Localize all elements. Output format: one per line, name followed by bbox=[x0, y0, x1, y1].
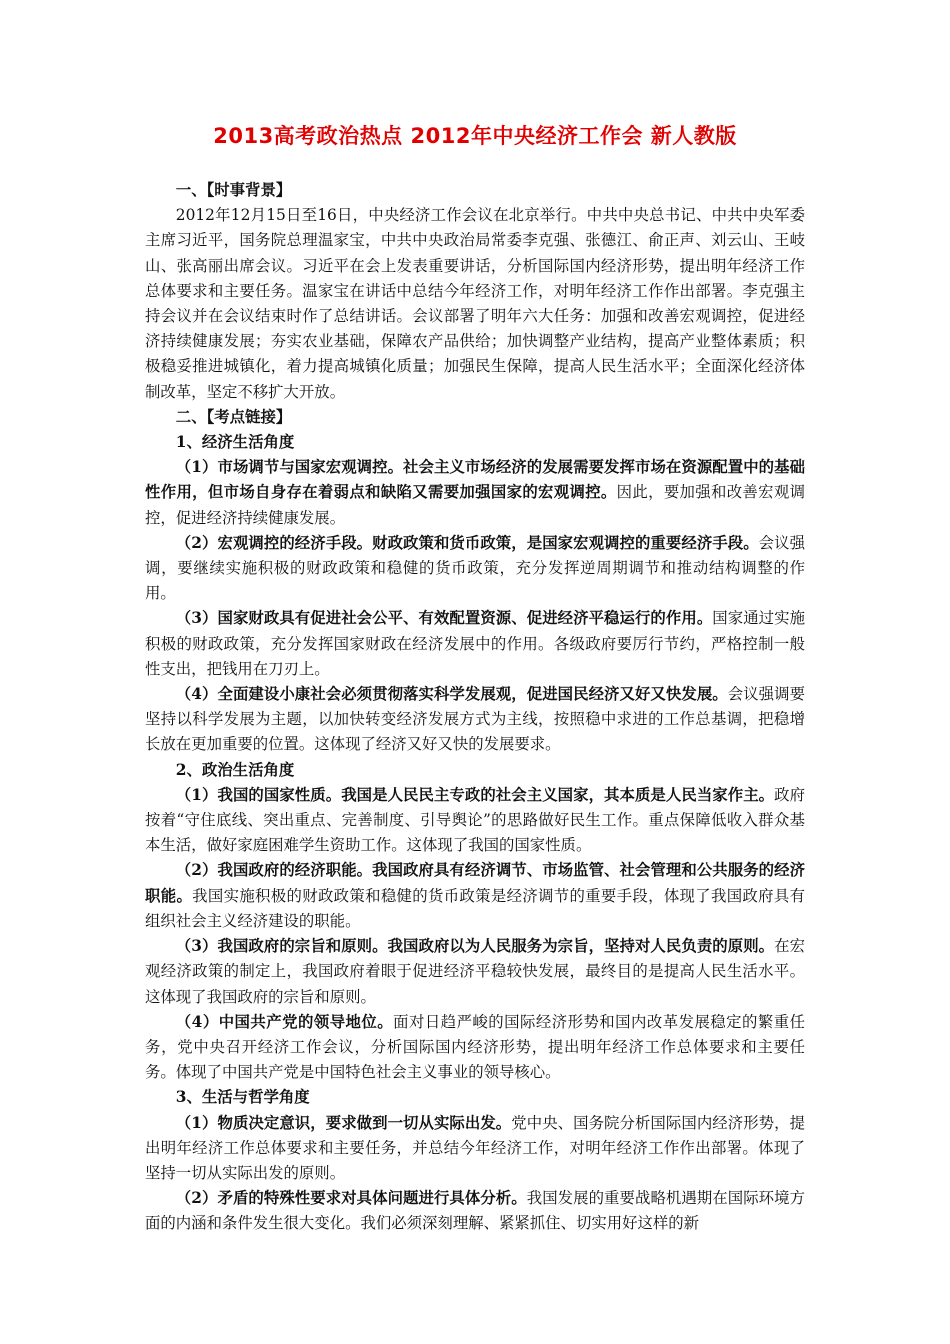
point-text: 面对日趋严峻的国际经济形势和国内改革发展稳定的繁重任务，党中央召开经济工作会议，分析国际国内经济形势，提出明年经济工作总体要求和主要任务。体现了中国共产党是中国特色社会主义事业的领导核心。 bbox=[145, 1012, 805, 1082]
point-text: 在宏观经济政策的制定上，我国政府着眼于促进经济平稳较快发展，最终目的是提高人民生活水平。这体现了我国政府的宗旨和原则。 bbox=[145, 937, 805, 1006]
subsection-heading-economic: 1、经济生活角度 bbox=[175, 433, 295, 452]
point-bold: （4）中国共产党的领导地位。 bbox=[175, 1012, 394, 1031]
point-bold: （2）我国政府的经济职能。我国政府具有经济调节、市场监管、社会管理和公共服务的经济职能。 bbox=[145, 861, 805, 905]
point-paragraph bbox=[145, 531, 805, 607]
point-paragraph bbox=[145, 606, 805, 682]
point-text: 我国实施积极的财政政策和稳健的货币政策是经济调节的重要手段，体现了我国政府具有组织社会主义经济建设的职能。 bbox=[145, 886, 805, 930]
point-paragraph bbox=[145, 1186, 805, 1236]
point-paragraph bbox=[145, 1010, 805, 1086]
background-paragraph: 2012年12月15日至16日，中央经济工作会议在北京举行。中共中央总书记、中共中央军委主席习近平，国务院总理温家宝，中共中央政治局常委李克强、张德江、俞正声、刘云山、王岐山、张高丽出席会议。习近平在会上发表重要讲话，分析国际国内经济形势，提出明年经济工作总体要求和主要任务。温家宝在讲话中总结今年经济工作，对明年经济工作作出部署。李克强主持会议并在会议结束时作了总结讲话。会议部署了明年六大任务：加强和改善宏观调控，促进经济持续健康发展；夯实农业基础，保障农产品供给；加快调整产业结构，提高产业整体素质；积极稳妥推进城镇化，着力提高城镇化质量；加强民生保障，提高人民生活水平；全面深化经济体制改革，坚定不移扩大开放。 bbox=[145, 206, 805, 401]
point-paragraph bbox=[145, 455, 805, 531]
subsection-heading-political: 2、政治生活角度 bbox=[175, 760, 295, 779]
point-bold: （1）市场调节与国家宏观调控。社会主义市场经济的发展需要发挥市场在资源配置中的基础性作用，但市场自身存在着弱点和缺陷又需要加强国家的宏观调控。 bbox=[145, 458, 805, 502]
point-bold: （2）矛盾的特殊性要求对具体问题进行具体分析。 bbox=[175, 1189, 527, 1208]
point-text: 因此，要加强和改善宏观调控，促进经济持续健康发展。 bbox=[145, 483, 805, 527]
point-text: 国家通过实施积极的财政政策，充分发挥国家财政在经济发展中的作用。各级政府要厉行节约，严格控制一般性支出，把钱用在刀刃上。 bbox=[145, 609, 805, 678]
section-heading-background: 一、【时事背景】 bbox=[175, 181, 292, 199]
section-heading-links: 二、【考点链接】 bbox=[175, 407, 292, 426]
subsection-heading-philosophy: 3、生活与哲学角度 bbox=[175, 1088, 310, 1107]
point-bold: （4）全面建设小康社会必须贯彻落实科学发展观，促进国民经济又好又快发展。 bbox=[175, 685, 728, 704]
document-title: 2013高考政治热点 2012年中央经济工作会 新人教版 bbox=[213, 124, 737, 148]
point-paragraph bbox=[145, 1111, 805, 1187]
point-text: 会议强调，要继续实施积极的财政政策和稳健的货币政策，充分发挥逆周期调节和推动结构调整的作用。 bbox=[145, 533, 805, 603]
document-body bbox=[145, 178, 805, 1237]
point-bold: （1）我国的国家性质。我国是人民民主专政的社会主义国家，其本质是人民当家作主。 bbox=[175, 785, 775, 804]
point-bold: （3）我国政府的宗旨和原则。我国政府以为人民服务为宗旨，坚持对人民负责的原则。 bbox=[175, 937, 775, 956]
point-paragraph bbox=[145, 934, 805, 1010]
point-text: 会议强调要坚持以科学发展为主题，以加快转变经济发展方式为主线，按照稳中求进的工作总基调，把稳增长放在更加重要的位置。这体现了经济又好又快的发展要求。 bbox=[145, 685, 805, 754]
point-paragraph bbox=[145, 682, 805, 758]
point-text: 我国发展的重要战略机遇期在国际环境方面的内涵和条件发生很大变化。我们必须深刻理解、紧紧抓住、切实用好这样的新 bbox=[145, 1189, 805, 1233]
point-bold: （2）宏观调控的经济手段。财政政策和货币政策，是国家宏观调控的重要经济手段。 bbox=[175, 533, 759, 552]
point-text: 党中央、国务院分析国际国内经济形势，提出明年经济工作总体要求和主要任务，并总结今年经济工作，对明年经济工作作出部署。体现了坚持一切从实际出发的原则。 bbox=[145, 1113, 805, 1182]
point-paragraph bbox=[145, 858, 805, 934]
point-bold: （3）国家财政具有促进社会公平、有效配置资源、促进经济平稳运行的作用。 bbox=[175, 609, 713, 628]
point-bold: （1）物质决定意识，要求做到一切从实际出发。 bbox=[175, 1113, 512, 1132]
point-text: 政府按着“守住底线、突出重点、完善制度、引导舆论”的思路做好民生工作。重点保障低收入群众基本生活，做好家庭困难学生资助工作。这体现了我国的国家性质。 bbox=[145, 785, 805, 855]
point-paragraph bbox=[145, 783, 805, 859]
